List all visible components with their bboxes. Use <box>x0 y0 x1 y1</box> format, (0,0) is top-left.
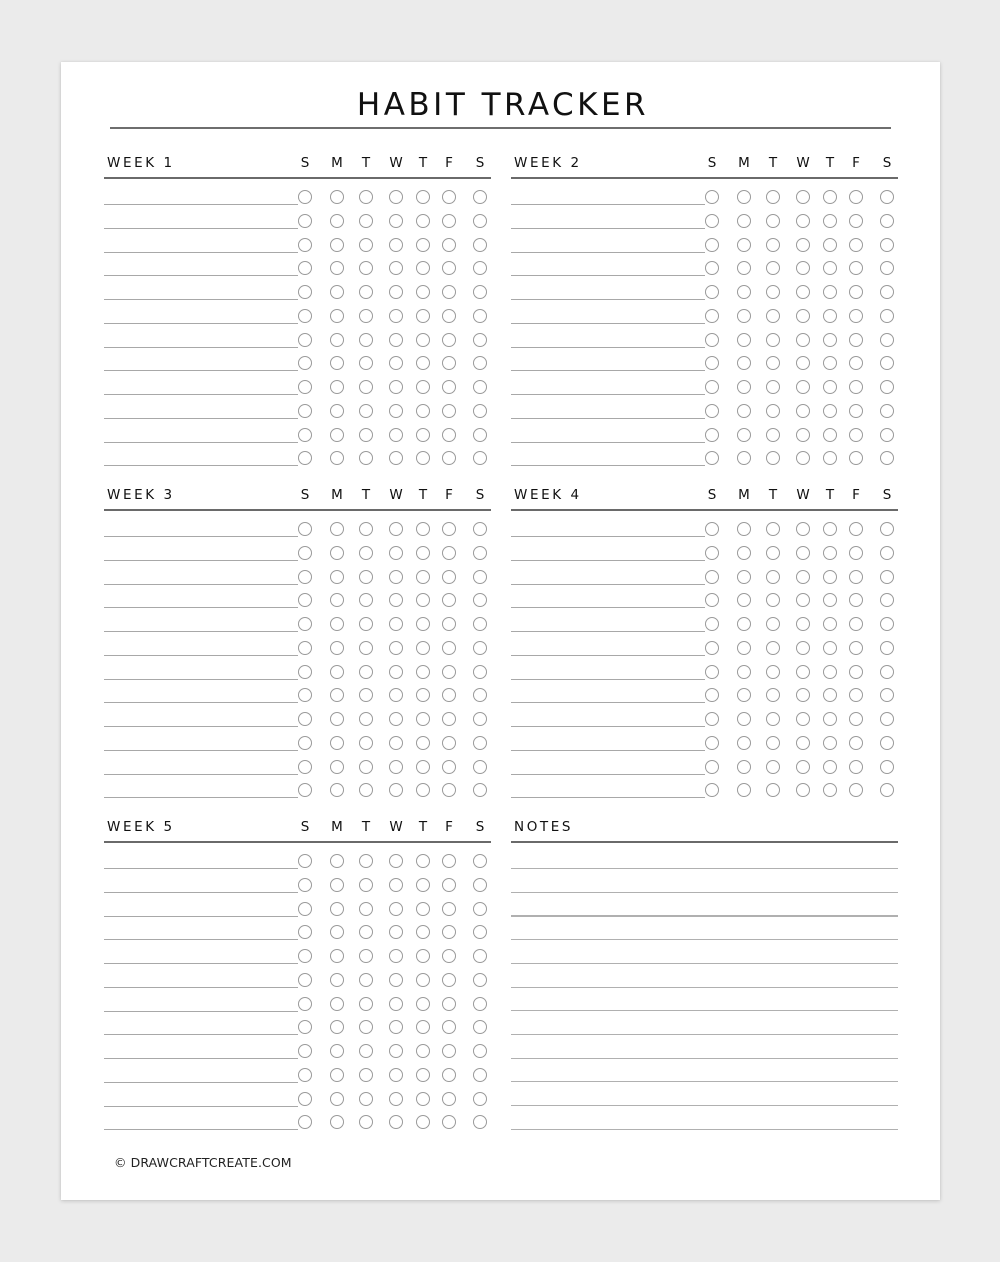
week-label: WEEK 4 <box>514 487 582 503</box>
day-label: W <box>389 819 403 835</box>
habit-row <box>511 392 898 416</box>
habit-row <box>104 605 491 629</box>
week-label: WEEK 3 <box>107 487 175 503</box>
habit-rows <box>511 510 898 795</box>
habit-name-line[interactable] <box>104 797 298 798</box>
habit-row <box>104 1080 491 1104</box>
habit-row <box>511 676 898 700</box>
habit-name-line[interactable] <box>511 465 705 466</box>
habit-name-line[interactable] <box>104 465 298 466</box>
habit-row <box>104 1056 491 1080</box>
habit-row <box>511 202 898 226</box>
notes-line[interactable] <box>511 1081 898 1082</box>
day-checkbox-circle[interactable] <box>359 783 373 797</box>
day-label: M <box>738 155 750 171</box>
habit-row <box>511 724 898 748</box>
habit-row <box>104 439 491 463</box>
day-checkbox-circle[interactable] <box>823 451 837 465</box>
habit-row <box>104 676 491 700</box>
habit-row <box>511 226 898 250</box>
day-checkbox-circle[interactable] <box>880 451 894 465</box>
habit-row <box>104 913 491 937</box>
habit-rows <box>104 842 491 1127</box>
habit-row <box>511 368 898 392</box>
habit-row <box>104 273 491 297</box>
habit-row <box>511 249 898 273</box>
day-label: T <box>825 487 835 503</box>
habit-row <box>511 629 898 653</box>
habit-row <box>104 700 491 724</box>
day-checkbox-circle[interactable] <box>473 451 487 465</box>
habit-row <box>104 1103 491 1127</box>
day-checkbox-circle[interactable] <box>416 1115 430 1129</box>
day-label: T <box>361 487 371 503</box>
day-labels <box>104 487 491 503</box>
copyright-footer: © DRAWCRAFTCREATE.COM <box>114 1155 292 1170</box>
day-label: T <box>768 155 778 171</box>
notes-line[interactable] <box>511 963 898 964</box>
week-label: WEEK 1 <box>107 155 175 171</box>
day-label: T <box>418 155 428 171</box>
day-label: F <box>852 487 860 503</box>
day-checkbox-circle[interactable] <box>359 1115 373 1129</box>
habit-row <box>511 581 898 605</box>
day-label: W <box>796 155 810 171</box>
habit-row <box>104 321 491 345</box>
habit-row <box>511 297 898 321</box>
habit-row <box>511 771 898 795</box>
notes-line[interactable] <box>511 1105 898 1106</box>
notes-line[interactable] <box>511 939 898 940</box>
notes-line[interactable] <box>511 1034 898 1035</box>
day-checkbox-circle[interactable] <box>416 783 430 797</box>
week-header <box>104 480 491 510</box>
title-divider <box>110 127 891 129</box>
habit-row <box>511 653 898 677</box>
habit-row <box>511 344 898 368</box>
notes-line[interactable] <box>511 915 898 916</box>
habit-row <box>511 748 898 772</box>
habit-row <box>104 581 491 605</box>
habit-rows <box>511 178 898 463</box>
week-4-block <box>511 480 898 795</box>
week-5-block <box>104 812 491 1127</box>
habit-rows <box>104 510 491 795</box>
day-label: S <box>300 155 310 171</box>
notes-line[interactable] <box>511 1058 898 1059</box>
day-label: S <box>707 155 717 171</box>
day-checkbox-circle[interactable] <box>389 783 403 797</box>
day-label: S <box>300 819 310 835</box>
day-label: T <box>825 155 835 171</box>
day-checkbox-circle[interactable] <box>849 451 863 465</box>
notes-line[interactable] <box>511 987 898 988</box>
week-2-block <box>511 148 898 463</box>
habit-row <box>104 202 491 226</box>
day-label: S <box>882 155 892 171</box>
day-checkbox-circle[interactable] <box>330 783 344 797</box>
habit-row <box>104 771 491 795</box>
habit-row <box>104 1008 491 1032</box>
day-checkbox-circle[interactable] <box>389 1115 403 1129</box>
day-labels <box>104 155 491 171</box>
day-labels <box>104 819 491 835</box>
habit-row <box>511 178 898 202</box>
notes-label: NOTES <box>514 819 574 835</box>
week-header <box>104 812 491 842</box>
notes-line[interactable] <box>511 1129 898 1130</box>
day-label: M <box>331 819 343 835</box>
habit-row <box>104 937 491 961</box>
habit-row <box>104 842 491 866</box>
day-checkbox-circle[interactable] <box>359 451 373 465</box>
week-header <box>511 148 898 178</box>
habit-row <box>104 629 491 653</box>
habit-row <box>104 344 491 368</box>
day-label: M <box>738 487 750 503</box>
day-checkbox-circle[interactable] <box>330 1115 344 1129</box>
day-label: F <box>445 487 453 503</box>
habit-row <box>511 510 898 534</box>
habit-row <box>104 297 491 321</box>
printable-page <box>61 62 940 1200</box>
week-1-block <box>104 148 491 463</box>
day-label: T <box>361 155 371 171</box>
habit-row <box>104 178 491 202</box>
habit-row <box>104 985 491 1009</box>
day-checkbox-circle[interactable] <box>442 451 456 465</box>
habit-row <box>104 748 491 772</box>
habit-row <box>104 368 491 392</box>
day-checkbox-circle[interactable] <box>416 451 430 465</box>
day-label: S <box>475 487 485 503</box>
notes-line[interactable] <box>511 868 898 869</box>
day-label: S <box>707 487 717 503</box>
habit-row <box>104 866 491 890</box>
page-title: HABIT TRACKER <box>356 87 650 123</box>
habit-row <box>104 416 491 440</box>
habit-row <box>104 653 491 677</box>
day-checkbox-circle[interactable] <box>796 451 810 465</box>
day-labels <box>511 155 898 171</box>
day-label: F <box>445 819 453 835</box>
habit-name-line[interactable] <box>104 1129 298 1130</box>
habit-row <box>104 534 491 558</box>
habit-row <box>104 392 491 416</box>
habit-row <box>511 321 898 345</box>
day-label: W <box>389 155 403 171</box>
day-checkbox-circle[interactable] <box>389 451 403 465</box>
habit-row <box>104 226 491 250</box>
day-checkbox-circle[interactable] <box>473 783 487 797</box>
day-label: M <box>331 487 343 503</box>
day-label: S <box>475 155 485 171</box>
day-checkbox-circle[interactable] <box>849 783 863 797</box>
day-checkbox-circle[interactable] <box>737 783 751 797</box>
habit-row <box>104 724 491 748</box>
week-label: WEEK 5 <box>107 819 175 835</box>
day-label: T <box>361 819 371 835</box>
habit-row <box>104 249 491 273</box>
day-checkbox-circle[interactable] <box>705 783 719 797</box>
day-checkbox-circle[interactable] <box>880 783 894 797</box>
day-checkbox-circle[interactable] <box>473 1115 487 1129</box>
day-checkbox-circle[interactable] <box>298 1115 312 1129</box>
day-label: S <box>300 487 310 503</box>
day-checkbox-circle[interactable] <box>442 783 456 797</box>
habit-row <box>511 534 898 558</box>
day-checkbox-circle[interactable] <box>796 783 810 797</box>
day-checkbox-circle[interactable] <box>705 451 719 465</box>
day-label: F <box>445 155 453 171</box>
day-label: T <box>418 487 428 503</box>
notes-line[interactable] <box>511 1010 898 1011</box>
habit-row <box>511 439 898 463</box>
habit-row <box>104 510 491 534</box>
habit-row <box>511 273 898 297</box>
day-label: S <box>475 819 485 835</box>
habit-row <box>104 1032 491 1056</box>
habit-name-line[interactable] <box>511 797 705 798</box>
day-label: S <box>882 487 892 503</box>
day-checkbox-circle[interactable] <box>766 451 780 465</box>
day-checkbox-circle[interactable] <box>737 451 751 465</box>
day-checkbox-circle[interactable] <box>298 451 312 465</box>
week-header <box>511 480 898 510</box>
habit-row <box>104 558 491 582</box>
day-label: T <box>418 819 428 835</box>
day-label: W <box>389 487 403 503</box>
day-label: F <box>852 155 860 171</box>
habit-rows <box>104 178 491 463</box>
day-checkbox-circle[interactable] <box>330 451 344 465</box>
habit-row <box>104 961 491 985</box>
notes-block <box>511 812 898 1132</box>
day-label: T <box>768 487 778 503</box>
habit-row <box>511 700 898 724</box>
day-checkbox-circle[interactable] <box>442 1115 456 1129</box>
day-labels <box>511 487 898 503</box>
day-checkbox-circle[interactable] <box>766 783 780 797</box>
day-checkbox-circle[interactable] <box>298 783 312 797</box>
habit-row <box>511 558 898 582</box>
header-divider <box>511 841 898 843</box>
habit-row <box>511 416 898 440</box>
day-checkbox-circle[interactable] <box>823 783 837 797</box>
notes-line[interactable] <box>511 892 898 893</box>
week-label: WEEK 2 <box>514 155 582 171</box>
habit-row <box>104 890 491 914</box>
week-3-block <box>104 480 491 795</box>
week-header <box>104 148 491 178</box>
habit-row <box>511 605 898 629</box>
day-label: M <box>331 155 343 171</box>
day-label: W <box>796 487 810 503</box>
notes-header <box>511 812 898 842</box>
